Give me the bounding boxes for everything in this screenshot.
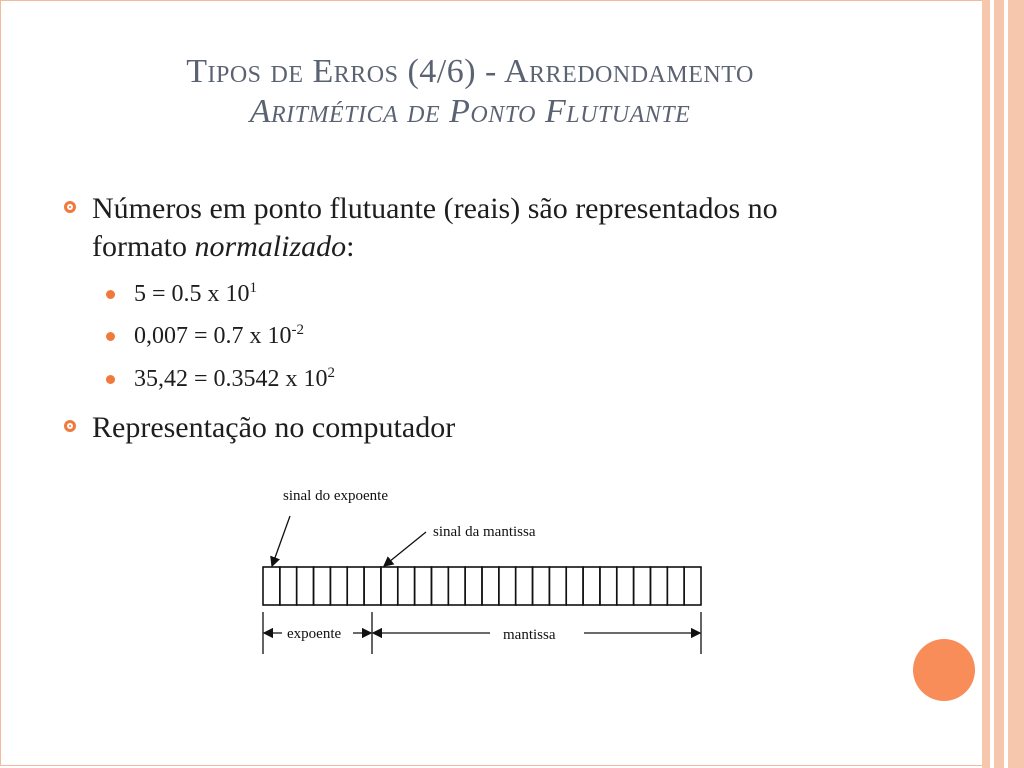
arrow-sinal-expoente [272,516,290,566]
bit-cell [549,567,566,605]
bit-cell [684,567,701,605]
bit-cell [465,567,482,605]
bullet-dot-icon [106,290,115,299]
bit-cell [364,567,381,605]
decorative-stripe [1008,0,1024,768]
label-sinal-expoente: sinal do expoente [283,488,388,504]
bit-cell [650,567,667,605]
bit-cell [583,567,600,605]
bit-cell [330,567,347,605]
bullet-text-italic: normalizado [194,230,347,263]
decorative-circle [913,639,975,701]
bullet-dot-icon [106,375,115,384]
bullet-text-suffix: : [346,230,355,263]
bit-cell [448,567,465,605]
sub-bullet-item [134,322,304,350]
bit-cell [600,567,617,605]
bit-cell [314,567,331,605]
bit-cells [263,567,701,605]
bit-cell [415,567,432,605]
decorative-stripe [994,0,1004,768]
float-format-diagram [250,480,720,660]
bit-cell [297,567,314,605]
bit-cell [280,567,297,605]
equation-exponent: 1 [249,280,258,296]
bit-cell [482,567,499,605]
bit-cell [431,567,448,605]
bit-cell [381,567,398,605]
label-expoente: expoente [287,626,342,642]
bullet-item [92,409,792,447]
bit-cell [347,567,364,605]
bullet-dot-icon [106,332,115,341]
bit-cell [667,567,684,605]
bullet-ring-icon [64,201,76,213]
slide-title [60,52,880,132]
decorative-stripe [982,0,990,768]
bit-cell [398,567,415,605]
equation-base: 0,007 = 0.7 x 10 [134,323,292,349]
bit-cell [566,567,583,605]
sub-bullet-item [134,280,257,308]
bullet-item [92,190,792,266]
bullet-text: Números em ponto flutuante (reais) são representados no formato [92,192,778,263]
label-mantissa: mantissa [503,627,556,643]
title-line-1: Tipos de Erros (4/6) - Arredondamento [186,53,754,90]
bullet-text: Representação no computador [92,411,456,444]
equation-base: 5 = 0.5 x 10 [134,281,250,307]
bit-cell [634,567,651,605]
sub-bullet-item [134,365,335,393]
bullet-ring-icon [64,420,76,432]
bit-cell [263,567,280,605]
equation-exponent: 2 [327,365,336,381]
equation-base: 35,42 = 0.3542 x 10 [134,366,328,392]
bit-cell [499,567,516,605]
bit-cell [617,567,634,605]
equation-exponent: -2 [291,322,305,338]
bit-cell [533,567,550,605]
bit-cell [516,567,533,605]
arrow-sinal-mantissa [384,532,426,566]
title-line-2: Aritmética de Ponto Flutuante [249,93,691,130]
label-sinal-mantissa: sinal da mantissa [433,524,536,540]
